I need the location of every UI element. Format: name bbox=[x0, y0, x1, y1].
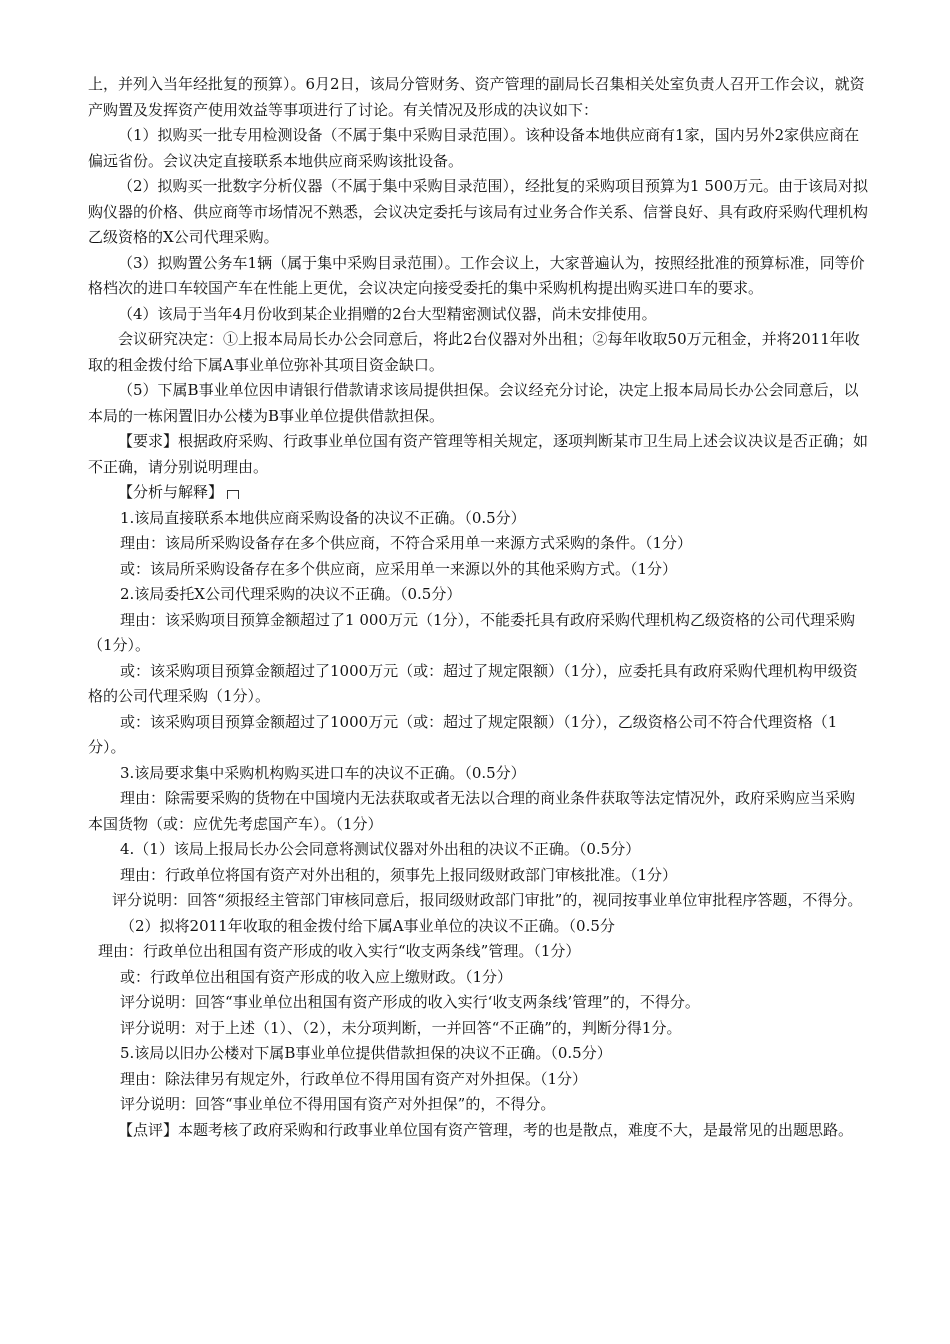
paragraph-item-4: （4）该局于当年4月份收到某企业捐赠的2台大型精密测试仪器，尚未安排使用。 bbox=[118, 304, 657, 323]
paragraph-item-1: （1）拟购买一批专用检测设备（不属于集中采购目录范围）。该种设备本地供应商有1家，国内另外2家供应商在偏远省份。会议决定直接联系本地供应商采购该批设备。 bbox=[88, 126, 860, 170]
paragraph-requirement: 【要求】根据政府采购、行政事业单位国有资产管理等相关规定，逐项判断某市卫生局上述会议决议是否正确；如不正确，请分别说明理由。 bbox=[88, 432, 869, 476]
answer-1: 1.该局直接联系本地供应商采购设备的决议不正确。（0.5分） bbox=[120, 508, 526, 527]
answer-4-2-reason: 理由：行政单位出租国有资产形成的收入实行“收支两条线”管理。（1分） bbox=[98, 942, 581, 960]
paragraph-item-5: （5）下属B事业单位因申请银行借款请求该局提供担保。会议经充分讨论，决定上报本局局长办公会同意后，以本局的一栋闲置旧办公楼为B事业单位提供借款担保。 bbox=[88, 381, 859, 425]
answer-4-1: 4.（1）该局上报局长办公会同意将测试仪器对外出租的决议不正确。（0.5分） bbox=[120, 840, 641, 858]
scan-mark-icon bbox=[227, 490, 239, 499]
section-heading-analysis bbox=[88, 480, 868, 506]
paragraph-item-3: （3）拟购置公务车1辆（属于集中采购目录范围）。工作会议上，大家普遍认为，按照经批准的预算标准，同等价格档次的进口车较国产车在性能上更优，会议决定向接受委托的集中采购机构提出购买进口车的要求。 bbox=[88, 253, 865, 297]
answer-4-2-scoring-note-2: 评分说明：对于上述（1）、（2），未分项判断，一并回答“不正确”的，判断分得1分。 bbox=[120, 1018, 682, 1037]
answer-1-reason: 理由：该局所采购设备存在多个供应商，不符合采用单一来源方式采购的条件。（1分） bbox=[120, 534, 693, 552]
answer-2-alt-2: 或：该采购项目预算金额超过了1000万元（或：超过了规定限额）（1分），乙级资格公司不符合代理资格（1分）。 bbox=[88, 712, 838, 756]
answer-4-1-reason: 理由：行政单位将国有资产对外出租的，须事先上报同级财政部门审核批准。（1分） bbox=[120, 865, 678, 884]
paragraph-comment: 【点评】本题考核了政府采购和行政事业单位国有资产管理，考的也是散点，难度不大，是最常见的出题思路。 bbox=[118, 1120, 854, 1139]
paragraph-item-2: （2）拟购买一批数字分析仪器（不属于集中采购目录范围），经批复的采购项目预算为1 500万元。由于该局对拟购仪器的价格、供应商等市场情况不熟悉，会议决定委托与该局有过业务合作关系、信誉良好、具有政府采购代理机构乙级资格的X公司代理采购。 bbox=[88, 177, 869, 246]
answer-3: 3.该局要求集中采购机构购买进口车的决议不正确。（0.5分） bbox=[120, 763, 526, 782]
paragraph-meeting-decision: 会议研究决定：①上报本局局长办公会同意后，将此2台仪器对外出租；②每年收取50万元租金，并将2011年收取的租金拨付给下属A事业单位弥补其项目资金缺口。 bbox=[88, 330, 860, 374]
answer-5-scoring-note: 评分说明：回答“事业单位不得用国有资产对外担保”的，不得分。 bbox=[120, 1095, 556, 1113]
analysis-heading-text: 【分析与解释】 bbox=[118, 483, 224, 501]
answer-5-reason: 理由：除法律另有规定外，行政单位不得用国有资产对外担保。（1分） bbox=[120, 1069, 588, 1088]
answer-2-reason: 理由：该采购项目预算金额超过了1 000万元（1分），不能委托具有政府采购代理机构乙级资格的公司代理采购（1分）。 bbox=[88, 610, 855, 654]
paragraph-intro: 上，并列入当年经批复的预算）。6月2日，该局分管财务、资产管理的副局长召集相关处室负责人召开工作会议，就资产购置及发挥资产使用效益等事项进行了讨论。有关情况及形成的决议如下： bbox=[88, 75, 865, 119]
answer-4-2-scoring-note-1: 评分说明：回答“事业单位出租国有资产形成的收入实行‘收支两条线’管理”的，不得分。 bbox=[120, 993, 700, 1011]
answer-2-alt-1: 或：该采购项目预算金额超过了1000万元（或：超过了规定限额）（1分），应委托具有政府采购代理机构甲级资格的公司代理采购（1分）。 bbox=[88, 661, 858, 705]
answer-4-2-alt: 或：行政单位出租国有资产形成的收入应上缴财政。（1分） bbox=[120, 967, 513, 986]
document-page bbox=[88, 72, 868, 1143]
answer-5: 5.该局以旧办公楼对下属B事业单位提供借款担保的决议不正确。（0.5分） bbox=[120, 1044, 612, 1062]
answer-1-alt: 或：该局所采购设备存在多个供应商，应采用单一来源以外的其他采购方式。（1分） bbox=[120, 559, 678, 578]
answer-2: 2.该局委托X公司代理采购的决议不正确。（0.5分） bbox=[120, 585, 462, 603]
answer-4-1-scoring-note: 评分说明：回答“须报经主管部门审核同意后，报同级财政部门审批”的，视同按事业单位审批程序答题，不得分。 bbox=[112, 891, 863, 909]
answer-3-reason: 理由：除需要采购的货物在中国境内无法获取或者无法以合理的商业条件获取等法定情况外，政府采购应当采购本国货物（或：应优先考虑国产车）。（1分） bbox=[88, 789, 856, 833]
answer-4-2: （2）拟将2011年收取的租金拨付给下属A事业单位的决议不正确。（0.5分 bbox=[120, 916, 615, 935]
